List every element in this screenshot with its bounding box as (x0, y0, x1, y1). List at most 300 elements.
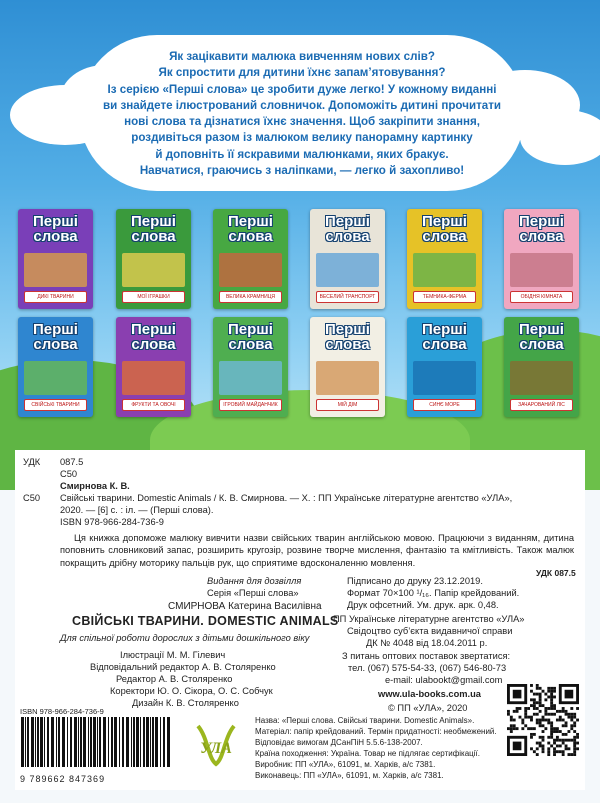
qr-module (510, 719, 513, 722)
qr-module (559, 744, 562, 747)
book-cover (116, 209, 191, 309)
barcode-bar (35, 717, 36, 767)
qr-finder (513, 690, 522, 699)
intro-line: Із серією «Перші слова» це зробити дуже легко! У кожному виданні (107, 82, 497, 96)
barcode-bar (44, 717, 45, 767)
qr-module (556, 739, 559, 742)
qr-module (539, 687, 542, 690)
qr-module (550, 713, 553, 716)
qr-module (550, 727, 553, 730)
qr-module (567, 753, 570, 756)
qr-module (550, 724, 553, 727)
qr-module (510, 724, 513, 727)
qr-module (547, 736, 550, 739)
qr-module (530, 747, 533, 750)
book-cover-title: Перші слова (422, 321, 467, 353)
qr-module (542, 716, 545, 719)
barcode-bar (78, 717, 79, 767)
copyright: © ПП «УЛА», 2020 (388, 703, 468, 713)
qr-module (530, 704, 533, 707)
barcode-bar (146, 717, 149, 767)
barcode-bar (31, 717, 34, 767)
qr-module (567, 739, 570, 742)
qr-module (547, 690, 550, 693)
qr-module (565, 721, 568, 724)
qr-module (536, 707, 539, 710)
qr-module (513, 727, 516, 730)
qr-module (530, 736, 533, 739)
editor: Редактор А. В. Столяренко (116, 674, 233, 684)
product-name: Назва: «Перші слова. Свійські тварини. Domestic Animals». (255, 716, 475, 725)
qr-module (533, 698, 536, 701)
qr-module (533, 713, 536, 716)
qr-module (547, 750, 550, 753)
book-cover-illustration (219, 361, 282, 395)
qr-module (573, 750, 576, 753)
qr-module (542, 719, 545, 722)
qr-module (542, 730, 545, 733)
qr-module (570, 716, 573, 719)
qr-module (539, 698, 542, 701)
book-cover-caption: ЗАЧАРОВАНИЙ ЛІС (510, 399, 573, 411)
barcode-bar (167, 717, 170, 767)
qr-module (556, 719, 559, 722)
qr-code[interactable] (507, 684, 579, 756)
qr-module (567, 730, 570, 733)
qr-module (573, 742, 576, 745)
book-cover-illustration (122, 361, 185, 395)
intro-line: й доповніть її яскравими малюнками, яких бракує. (155, 147, 449, 161)
barcode-bar (27, 717, 29, 767)
qr-module (576, 747, 579, 750)
qr-module (550, 707, 553, 710)
product-standard: Відповідає вимогам ДСанПіН 5.5.6-138-2007. (255, 738, 423, 747)
qr-module (533, 727, 536, 730)
barcode-bar (40, 717, 43, 767)
logo-text: УЛА (200, 740, 232, 757)
intro-line: ви знайдете ілюстрований словничок. Допоможіть дитині прочитати (102, 98, 502, 112)
qr-module (542, 744, 545, 747)
barcode-bar (114, 717, 117, 767)
book-cover (504, 317, 579, 417)
barcode-bar (103, 717, 106, 767)
book-cover-title: Перші слова (228, 321, 273, 353)
website: www.ula-books.com.ua (378, 689, 481, 699)
qr-module (536, 684, 539, 687)
qr-module (550, 721, 553, 724)
qr-module (542, 704, 545, 707)
book-cover (213, 317, 288, 417)
book-cover-caption: ТЕМНИКА-ФЕРМА (413, 291, 476, 303)
barcode-bar (119, 717, 120, 767)
barcode-bar (143, 717, 145, 767)
qr-module (562, 710, 565, 713)
qr-module (542, 724, 545, 727)
qr-module (550, 704, 553, 707)
qr-module (553, 696, 556, 699)
qr-module (539, 744, 542, 747)
book-cover-title: Перші слова (325, 213, 370, 245)
product-material: Матеріал: папір крейдований. Термін придатності: необмежений. (255, 727, 497, 736)
phone: тел. (067) 575-54-33, (067) 546-80-73 (348, 663, 507, 673)
barcode-bar (90, 717, 92, 767)
intro-line: нові слова та дізнатися їхнє значення. Щоб закріпити знання, (124, 115, 480, 129)
qr-module (556, 744, 559, 747)
book-cover-illustration (219, 253, 282, 287)
qr-module (516, 727, 519, 730)
barcode-bar (133, 717, 135, 767)
qr-module (524, 710, 527, 713)
qr-module (562, 750, 565, 753)
author-full-name: СМИРНОВА Катерина Василівна (168, 601, 322, 612)
intro-line: Як зацікавити малюка вивченням нових слів? (169, 50, 435, 63)
qr-module (527, 727, 530, 730)
book-cover (116, 317, 191, 417)
qr-finder (513, 742, 522, 751)
book-cover-caption: СВІЙСЬКІ ТВАРИНИ (24, 399, 87, 411)
udk-code: 087.5 (60, 457, 84, 467)
udk-right: УДК 087.5 (536, 568, 576, 578)
qr-module (507, 713, 510, 716)
book-cover (407, 209, 482, 309)
qr-module (565, 724, 568, 727)
qr-module (562, 742, 565, 745)
contact-title: З питань оптових поставок звертатися: (342, 651, 511, 661)
qr-module (524, 716, 527, 719)
qr-module (547, 753, 550, 756)
qr-module (562, 753, 565, 756)
format: Формат 70×100 ¹/₁₆. Папір крейдований. (347, 588, 520, 598)
qr-module (530, 684, 533, 687)
responsible-editor: Відповідальний редактор А. В. Столяренко (90, 662, 276, 672)
barcode-bar (47, 717, 49, 767)
qr-module (539, 719, 542, 722)
qr-module (542, 750, 545, 753)
qr-module (556, 736, 559, 739)
qr-module (553, 687, 556, 690)
qr-module (573, 713, 576, 716)
barcode-bar (56, 717, 57, 767)
author-heading: Смирнова К. В. (60, 481, 130, 491)
qr-module (547, 747, 550, 750)
barcode-bar (70, 717, 72, 767)
book-cover-caption: ІГРОВИЙ МАЙДАНЧИК (219, 399, 282, 411)
qr-module (576, 707, 579, 710)
qr-module (544, 693, 547, 696)
qr-module (539, 704, 542, 707)
barcode-bar (51, 717, 54, 767)
barcode-bar (126, 717, 129, 767)
qr-module (553, 753, 556, 756)
qr-module (550, 690, 553, 693)
qr-module (550, 736, 553, 739)
barcode-bar (150, 717, 151, 767)
barcode-bar (93, 717, 96, 767)
qr-module (516, 710, 519, 713)
book-cover-caption: ВЕЛИКА КРАМНИЦЯ (219, 291, 282, 303)
qr-module (553, 704, 556, 707)
barcode-bar (25, 717, 26, 767)
c50-margin: С50 (23, 493, 41, 503)
qr-module (527, 707, 530, 710)
qr-module (562, 733, 565, 736)
qr-module (556, 730, 559, 733)
audience: Для спільної роботи дорослих з дітьми дошкільного віку (60, 633, 310, 643)
certificate-number: ДК № 4048 від 18.04.2011 р. (366, 638, 488, 648)
publisher-logo (190, 718, 242, 770)
qr-module (544, 719, 547, 722)
book-cover-illustration (316, 253, 379, 287)
qr-module (570, 713, 573, 716)
book-cover-title: Перші слова (422, 213, 467, 245)
book-cover-illustration (24, 361, 87, 395)
barcode-bar (155, 717, 158, 767)
qr-module (533, 701, 536, 704)
email: e-mail: ulabookt@gmail.com (385, 675, 503, 685)
book-cover-illustration (413, 361, 476, 395)
qr-module (576, 736, 579, 739)
book-cover (407, 317, 482, 417)
book-cover-illustration (24, 253, 87, 287)
publisher: ПП Українське літературне агентство «УЛА» (333, 614, 525, 624)
qr-module (547, 687, 550, 690)
qr-finder (565, 690, 574, 699)
isbn-line: ISBN 978-966-284-736-9 (60, 517, 164, 527)
qr-module (550, 693, 553, 696)
qr-module (539, 736, 542, 739)
qr-module (562, 707, 565, 710)
barcode-bar (152, 717, 154, 767)
barcode-bar (80, 717, 82, 767)
barcode-bar (136, 717, 139, 767)
qr-module (562, 719, 565, 722)
book-cover-title: Перші слова (519, 321, 564, 353)
product-importer: Виконавець: ПП «УЛА», 61091, м. Харків, а/с 7381. (255, 771, 444, 780)
qr-module (570, 724, 573, 727)
book-cover-title: Перші слова (33, 321, 78, 353)
qr-module (530, 698, 533, 701)
bibliographic-line: Свійські тварини. Domestic Animals / К. В. Смирнова. — Х. : ПП Українське літературне агентство «УЛА», (60, 493, 513, 503)
qr-module (547, 696, 550, 699)
qr-module (550, 701, 553, 704)
qr-module (550, 696, 553, 699)
barcode-bar (163, 717, 165, 767)
book-cover-illustration (316, 361, 379, 395)
qr-module (559, 716, 562, 719)
book-cover-illustration (510, 253, 573, 287)
book-cover-title: Перші слова (228, 213, 273, 245)
book-cover-illustration (510, 361, 573, 395)
edition-type: Видання для дозвілля (207, 576, 302, 586)
qr-module (530, 719, 533, 722)
qr-module (544, 707, 547, 710)
barcode-bar (99, 717, 101, 767)
qr-module (573, 730, 576, 733)
qr-module (536, 742, 539, 745)
description-paragraph: Ця книжка допоможе малюку вивчити назви свійських тварин англійською мовою. Працюючи з виданням, дитина поповнить словниковий запас, розширить кругозір, розвине творче мислення, фантазію та кмітливість. Також малюк покращить дрібну моторику пальців рук, що сприятиме вдосконаленню мовлення. (60, 533, 574, 568)
barcode-bar (122, 717, 124, 767)
barcode-bar (37, 717, 39, 767)
qr-module (544, 698, 547, 701)
barcode-bar (111, 717, 113, 767)
book-cover (310, 209, 385, 309)
qr-module (570, 739, 573, 742)
qr-module (536, 753, 539, 756)
barcode-bar (97, 717, 98, 767)
qr-module (536, 713, 539, 716)
intro-line: Навчатися, граючись з наліпками, — легко й захопливо! (139, 164, 465, 178)
qr-module (550, 687, 553, 690)
qr-module (570, 753, 573, 756)
product-country: Країна походження: Україна. Товар не підлягає сертифікації. (255, 749, 480, 758)
qr-module (544, 713, 547, 716)
qr-module (547, 742, 550, 745)
qr-module (559, 730, 562, 733)
qr-module (550, 730, 553, 733)
intro-line: Як спростити для дитини їхнє запам’ятовування? (158, 66, 446, 80)
qr-module (524, 713, 527, 716)
book-cover (504, 209, 579, 309)
qr-module (573, 744, 576, 747)
signed-date: Підписано до друку 23.12.2019. (347, 576, 483, 586)
qr-module (550, 733, 553, 736)
book-cover-illustration (122, 253, 185, 287)
qr-module (507, 727, 510, 730)
qr-module (565, 713, 568, 716)
qr-module (553, 742, 556, 745)
qr-module (570, 719, 573, 722)
qr-module (550, 698, 553, 701)
qr-module (553, 747, 556, 750)
qr-module (576, 742, 579, 745)
udk-label: УДК (23, 457, 41, 467)
qr-module (573, 753, 576, 756)
qr-module (510, 716, 513, 719)
qr-module (567, 716, 570, 719)
barcode-isbn: ISBN 978-966-284-736-9 (20, 707, 104, 716)
qr-module (547, 721, 550, 724)
book-cover-title: Перші слова (33, 213, 78, 245)
qr-module (519, 707, 522, 710)
qr-module (542, 747, 545, 750)
bibliographic-line: 2020. — [6] с. : іл. — (Перші слова). (60, 505, 214, 515)
qr-module (542, 690, 545, 693)
qr-module (559, 710, 562, 713)
book-cover-illustration (413, 253, 476, 287)
barcode-bar (108, 717, 109, 767)
qr-module (530, 727, 533, 730)
qr-module (567, 713, 570, 716)
qr-module (536, 701, 539, 704)
book-cover (213, 209, 288, 309)
series-name: Серія «Перші слова» (207, 588, 299, 598)
qr-module (507, 710, 510, 713)
qr-module (556, 727, 559, 730)
offset-info: Друк офсетний. Ум. друк. арк. 0,48. (347, 600, 499, 610)
designer: Дизайн К. В. Столяренко (132, 698, 239, 708)
intro-text (92, 49, 512, 179)
intro-line: роздивіться разом із малюком велику панорамну картинку (131, 131, 473, 145)
qr-module (533, 733, 536, 736)
qr-module (539, 693, 542, 696)
barcode-bar (21, 717, 24, 767)
barcode-bar (83, 717, 86, 767)
qr-module (533, 707, 536, 710)
qr-module (536, 687, 539, 690)
qr-module (553, 713, 556, 716)
qr-module (547, 713, 550, 716)
qr-module (533, 704, 536, 707)
qr-module (573, 736, 576, 739)
barcode-bar (160, 717, 161, 767)
qr-module (530, 716, 533, 719)
qr-module (544, 727, 547, 730)
qr-module (559, 739, 562, 742)
qr-module (542, 739, 545, 742)
qr-module (521, 727, 524, 730)
qr-module (536, 719, 539, 722)
qr-module (539, 696, 542, 699)
qr-module (547, 707, 550, 710)
barcode-bar (131, 717, 132, 767)
book-cover-title: Перші слова (325, 321, 370, 353)
qr-module (553, 727, 556, 730)
qr-module (521, 721, 524, 724)
qr-module (524, 724, 527, 727)
qr-module (539, 742, 542, 745)
qr-module (513, 719, 516, 722)
qr-module (536, 721, 539, 724)
qr-module (553, 739, 556, 742)
qr-module (544, 710, 547, 713)
book-cover-title: Перші слова (131, 213, 176, 245)
product-manufacturer: Виробник: ПП «УЛА», 61091, м. Харків, а/с 7381. (255, 760, 436, 769)
book-title: СВІЙСЬКІ ТВАРИНИ. DOMESTIC ANIMALS (72, 614, 339, 628)
qr-module (553, 690, 556, 693)
cloud (520, 110, 600, 165)
barcode-bar (140, 717, 141, 767)
barcode-bar (62, 717, 65, 767)
qr-module (510, 727, 513, 730)
qr-module (562, 739, 565, 742)
qr-module (536, 747, 539, 750)
qr-module (533, 693, 536, 696)
c50-index: С50 (60, 469, 78, 479)
qr-module (539, 701, 542, 704)
barcode-bar (74, 717, 77, 767)
qr-module (573, 724, 576, 727)
qr-module (556, 750, 559, 753)
qr-module (524, 707, 527, 710)
book-cover-caption: СИНЄ МОРЕ (413, 399, 476, 411)
barcode-digits: 9 789662 847369 (20, 774, 106, 784)
qr-module (539, 724, 542, 727)
qr-module (562, 724, 565, 727)
qr-module (553, 730, 556, 733)
qr-module (553, 750, 556, 753)
qr-module (556, 710, 559, 713)
illustrator: Ілюстрації М. М. Гілевич (120, 650, 226, 660)
qr-module (527, 716, 530, 719)
book-cover-caption: МІЙ ДІМ (316, 399, 379, 411)
qr-module (576, 733, 579, 736)
qr-module (513, 710, 516, 713)
qr-module (547, 719, 550, 722)
book-cover-caption: МОЇ ІГРАШКИ (122, 291, 185, 303)
qr-module (510, 730, 513, 733)
qr-module (536, 693, 539, 696)
certificate-title: Свідоцтво суб’єкта видавничої справи (347, 626, 513, 636)
